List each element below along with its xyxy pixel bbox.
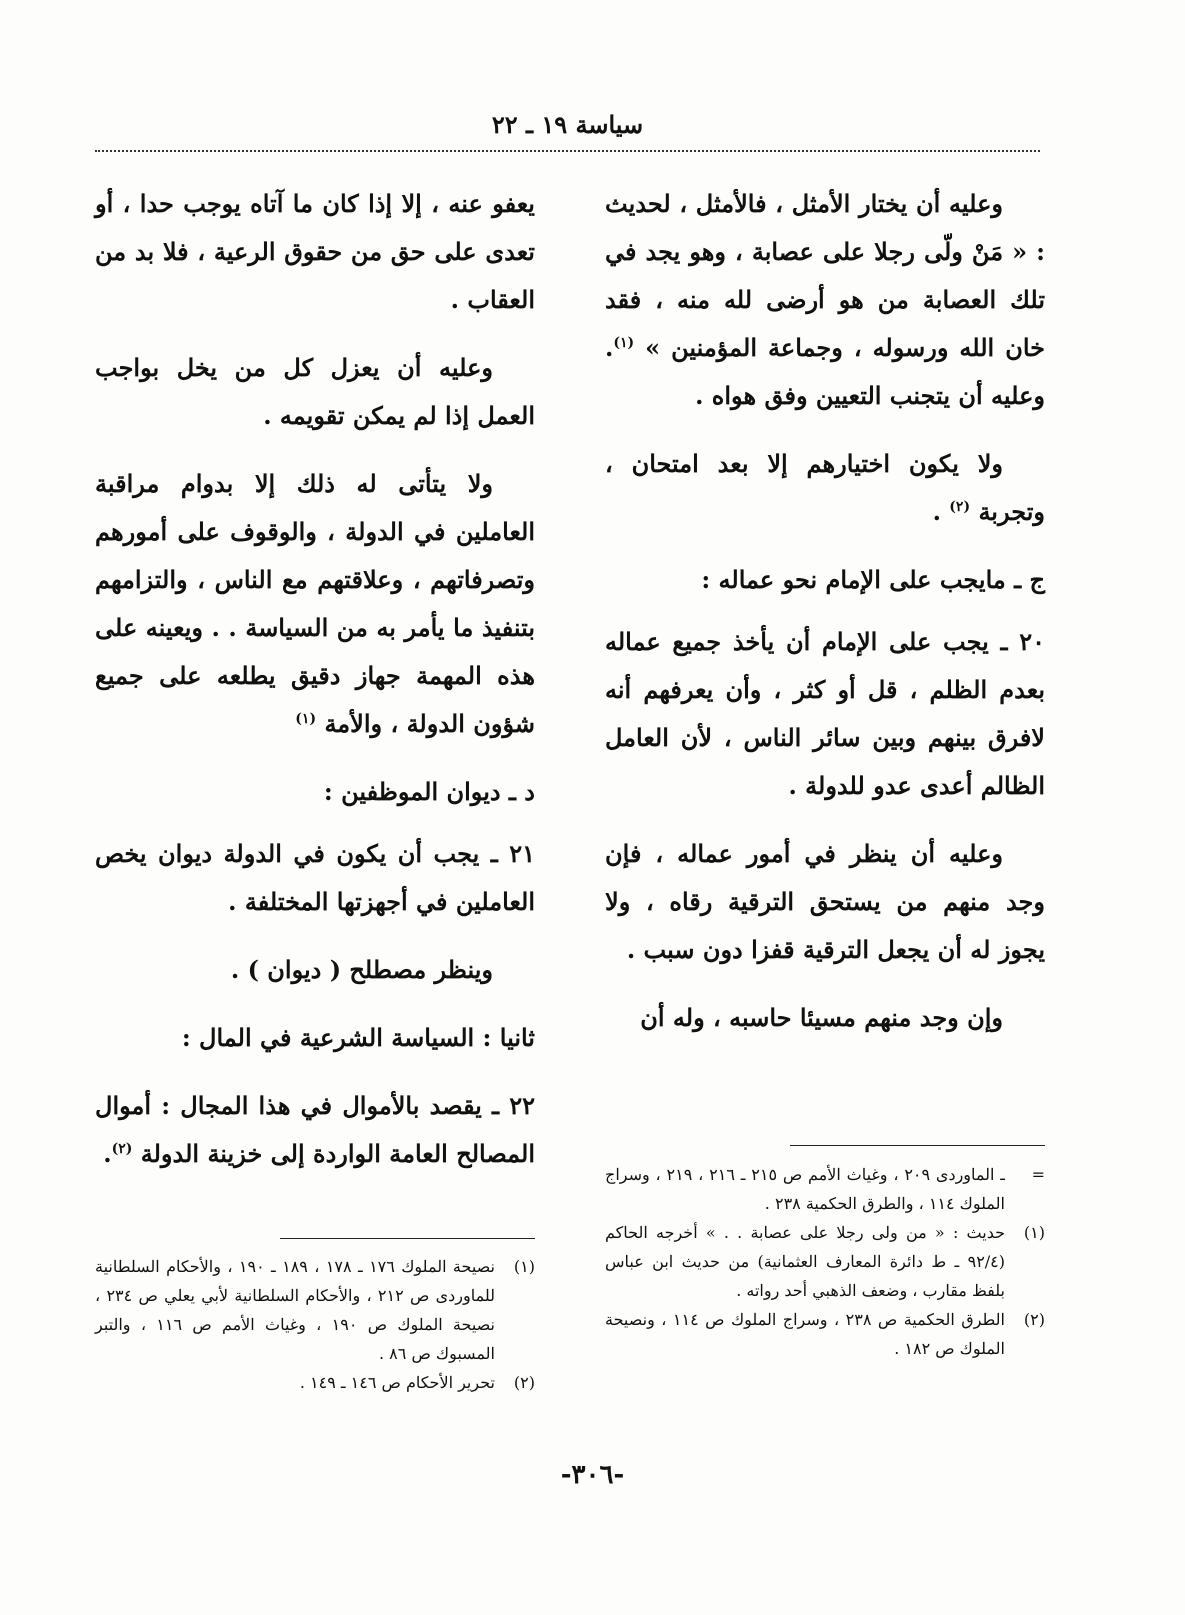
header-dotted-rule <box>95 150 1040 152</box>
right-paragraph-1 <box>605 180 1045 420</box>
footnote-2 <box>605 1305 1045 1363</box>
footnote-mark: (١) <box>513 1257 535 1276</box>
section-heading-thaniyan: ثانيا : السياسة الشرعية في المال : <box>181 1023 535 1052</box>
footnote-rule-right <box>790 1145 1045 1146</box>
footnote-text: حديث : « من ولى رجلا على عصابة . . » أخرجه الحاكم (٩٢/٤ ـ ط دائرة المعارف العثمانية) من حديث ابن عباس بلفظ مقارب ، وضعف الذهبي أحد رواته . <box>605 1223 1006 1300</box>
right-paragraph-2 <box>605 440 1045 536</box>
footnote-2 <box>95 1368 535 1397</box>
right-paragraph-2-text: ولا يكون اختيارهم إلا بعد امتحان ، وتجربة <box>605 449 1045 526</box>
section-heading-c: ج ـ مايجب على الإمام نحو عماله : <box>701 565 1045 594</box>
footnote-mark: = <box>1031 1165 1045 1184</box>
left-paragraph-6 <box>95 1082 535 1178</box>
footnote-text: الطرق الحكمية ص ٢٣٨ ، وسراج الملوك ص ١١٤ ، ونصيحة الملوك ص ١٨٢ . <box>605 1310 1005 1358</box>
left-column <box>95 180 535 1198</box>
left-paragraph-6-text: ٢٢ ـ يقصد بالأموال في هذا المجال : أموال المصالح العامة الواردة إلى خزينة الدولة <box>95 1091 535 1168</box>
footnote-continued <box>605 1160 1045 1218</box>
running-head: سياسة ١٩ ـ ٢٢ <box>491 110 644 139</box>
footnote-ref: (١) <box>295 711 317 727</box>
left-paragraph-3 <box>95 460 535 748</box>
left-paragraph-3-text: ولا يتأتى له ذلك إلا بدوام مراقبة العاملين في الدولة ، والوقوف على أمورهم وتصرفاتهم ، وعلاقتهم مع الناس ، والتزامهم بتنفيذ ما يأمر به من السياسة . . ويعينه على هذه المهمة جهاز دقيق يطلعه على جميع شؤون الدولة ، والأمة <box>95 469 535 738</box>
footnote-mark: (٢) <box>513 1373 535 1392</box>
right-paragraph-4: وعليه أن ينظر في أمور عماله ، فإن وجد منهم من يستحق الترقية رقاه ، ولا يجوز له أن يجعل الترقية قفزا دون سبب . <box>605 839 1045 964</box>
footnote-ref: (٢) <box>111 1141 133 1157</box>
footnote-rule-left <box>280 1238 535 1239</box>
page-number: -٣٠٦- <box>560 1460 625 1490</box>
left-paragraph-6-tail: . <box>103 1139 112 1168</box>
right-paragraph-1-text: وعليه أن يختار الأمثل ، فالأمثل ، لحديث : « مَنْ ولّى رجلا على عصابة ، وهو يجد في تلك العصابة من هو أرضى لله منه ، فقد خان الله ورسوله ، وجماعة المؤمنين » <box>605 189 1046 362</box>
footnotes-right <box>605 1160 1045 1363</box>
footnote-ref: (٢) <box>949 499 971 515</box>
right-paragraph-2-tail: . <box>932 497 950 526</box>
left-paragraph-5: وينظر مصطلح ( ديوان ) . <box>230 955 493 984</box>
footnotes-left <box>95 1252 535 1397</box>
footnote-text: تحرير الأحكام ص ١٤٦ ـ ١٤٩ . <box>299 1373 495 1392</box>
left-paragraph-1: يعفو عنه ، إلا إذا كان ما آتاه يوجب حدا ، أو تعدى على حق من حقوق الرعية ، فلا بد من العقاب . <box>95 189 535 314</box>
left-paragraph-2: وعليه أن يعزل كل من يخل بواجب العمل إذا لم يمكن تقويمه . <box>95 353 535 430</box>
right-column <box>605 180 1045 1062</box>
section-heading-d: د ـ ديوان الموظفين : <box>323 777 535 806</box>
footnote-1 <box>605 1218 1045 1305</box>
footnote-1 <box>95 1252 535 1368</box>
footnote-text: ـ الماوردى ٢٠٩ ، وغياث الأمم ص ٢١٥ ـ ٢١٦ ، ٢١٩ ، وسراج الملوك ١١٤ ، والطرق الحكمية ٢٣٨ . <box>605 1165 1005 1213</box>
footnote-text: نصيحة الملوك ١٧٦ ـ ١٧٨ ، ١٨٩ ـ ١٩٠ ، والأحكام السلطانية للماوردى ص ٢١٢ ، والأحكام السلطانية لأبي يعلي ص ٢٣٤ ، نصيحة الملوك ص ١٩٠ ، وغياث الأمم ص ١١٦ ، والتبر المسبوك ص ٨٦ . <box>95 1257 495 1363</box>
left-paragraph-4: ٢١ ـ يجب أن يكون في الدولة ديوان يخص العاملين في أجهزتها المختلفة . <box>95 839 535 916</box>
right-paragraph-1-tail: . وعليه أن يتجنب التعيين وفق هواه . <box>605 333 1045 410</box>
right-paragraph-3: ٢٠ ـ يجب على الإمام أن يأخذ جميع عماله بعدم الظلم ، قل أو كثر ، وأن يعرفهم أنه لافرق بينهم وبين سائر الناس ، لأن العامل الظالم أعدى عدو للدولة . <box>605 627 1045 800</box>
right-paragraph-5: وإن وجد منهم مسيئا حاسبه ، وله أن <box>640 1003 1003 1032</box>
footnote-ref: (١) <box>613 335 635 351</box>
footnote-mark: (٢) <box>1023 1310 1045 1329</box>
footnote-mark: (١) <box>1023 1223 1045 1242</box>
